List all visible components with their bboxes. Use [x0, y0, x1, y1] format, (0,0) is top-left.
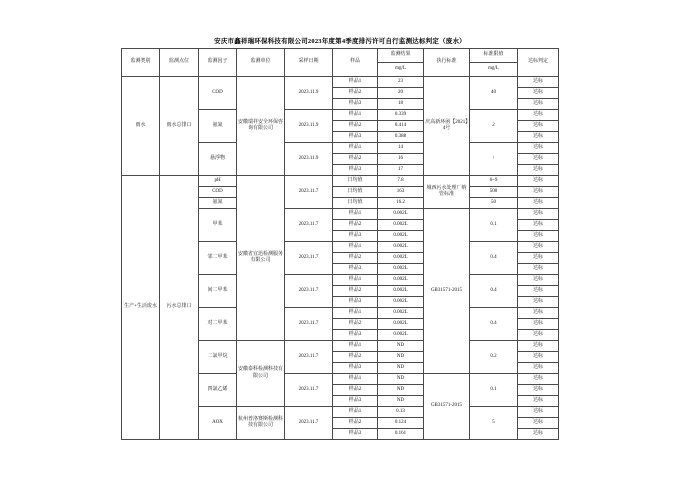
result-cell: 0.002L: [378, 253, 424, 264]
sample-cell: 样品2: [333, 253, 378, 264]
result-cell: 0.002L: [378, 220, 424, 231]
result-cell: 16.2: [378, 198, 424, 209]
judge-cell: 达标: [518, 88, 559, 99]
result-cell: ND: [378, 341, 424, 352]
date-cell: 2023.11.7: [285, 308, 333, 341]
judge-cell: 达标: [518, 275, 559, 286]
judge-cell: 达标: [518, 418, 559, 429]
factor-cell: 间二甲苯: [199, 275, 237, 308]
result-cell: 0.124: [378, 418, 424, 429]
result-cell: 0.002L: [378, 209, 424, 220]
point-cell: 雨水总排口: [160, 77, 199, 176]
standard-cell: 庆高新环函【2021】4号: [424, 77, 470, 176]
limit-cell: 0.4: [470, 242, 518, 275]
limit-cell: 40: [470, 77, 518, 110]
date-cell: 2023.11.7: [285, 242, 333, 275]
sample-cell: 样品1: [333, 110, 378, 121]
result-cell: 14: [378, 143, 424, 154]
header-unit: 监测单位: [237, 49, 285, 77]
judge-cell: 达标: [518, 165, 559, 176]
result-cell: ND: [378, 374, 424, 385]
limit-cell: 0.1: [470, 209, 518, 242]
date-cell: 2023.11.7: [285, 176, 333, 209]
header-row-1: [122, 49, 559, 63]
judge-cell: 达标: [518, 396, 559, 407]
result-cell: 0.002L: [378, 308, 424, 319]
judge-cell: 达标: [518, 154, 559, 165]
judge-cell: 达标: [518, 352, 559, 363]
result-cell: 0.002L: [378, 242, 424, 253]
judge-cell: 达标: [518, 242, 559, 253]
standard-cell: GB31571-2015: [424, 374, 470, 440]
judge-cell: 达标: [518, 143, 559, 154]
limit-cell: 500: [470, 187, 518, 198]
sample-cell: 样品3: [333, 330, 378, 341]
date-cell: 2023.11.7: [285, 407, 333, 440]
sample-cell: 样品1: [333, 242, 378, 253]
judge-cell: 达标: [518, 429, 559, 440]
factor-cell: AOX: [199, 407, 237, 440]
factor-cell: 悬浮物: [199, 143, 237, 176]
judge-cell: 达标: [518, 77, 559, 88]
judge-cell: 达标: [518, 209, 559, 220]
result-cell: ND: [378, 352, 424, 363]
judge-cell: 达标: [518, 132, 559, 143]
header-result-unit: mg/L: [378, 63, 424, 77]
result-cell: 0.002L: [378, 231, 424, 242]
header-judge: 达标判定: [518, 49, 559, 77]
factor-cell: 对二甲苯: [199, 308, 237, 341]
sample-cell: 样品1: [333, 209, 378, 220]
standard-cell: GB31571-2015: [424, 209, 470, 374]
result-cell: 18: [378, 99, 424, 110]
result-cell: 7.8: [378, 176, 424, 187]
result-cell: 0.414: [378, 121, 424, 132]
header-factor: 监测因子: [199, 49, 237, 77]
judge-cell: 达标: [518, 286, 559, 297]
judge-cell: 达标: [518, 330, 559, 341]
date-cell: 2023.11.7: [285, 275, 333, 308]
sample-cell: 样品1: [333, 407, 378, 418]
date-cell: 2023.11.9: [285, 110, 333, 143]
limit-cell: 0.1: [470, 374, 518, 407]
table-row: [122, 77, 559, 88]
result-cell: ND: [378, 363, 424, 374]
judge-cell: 达标: [518, 187, 559, 198]
judge-cell: 达标: [518, 99, 559, 110]
judge-cell: 达标: [518, 374, 559, 385]
judge-cell: 达标: [518, 121, 559, 132]
result-cell: 23: [378, 77, 424, 88]
sample-cell: 样品2: [333, 352, 378, 363]
sample-cell: 样品2: [333, 154, 378, 165]
date-cell: 2023.11.9: [285, 143, 333, 176]
judge-cell: 达标: [518, 231, 559, 242]
sample-cell: 样品1: [333, 143, 378, 154]
sample-cell: 样品3: [333, 429, 378, 440]
judge-cell: 达标: [518, 363, 559, 374]
result-cell: 0.002L: [378, 330, 424, 341]
sample-cell: 样品1: [333, 77, 378, 88]
sample-cell: 样品1: [333, 374, 378, 385]
sample-cell: 样品2: [333, 88, 378, 99]
factor-cell: pH: [199, 176, 237, 187]
sample-cell: 样品2: [333, 286, 378, 297]
result-cell: 0.339: [378, 110, 424, 121]
result-cell: 0.002L: [378, 275, 424, 286]
result-cell: ND: [378, 385, 424, 396]
judge-cell: 达标: [518, 341, 559, 352]
factor-cell: 二氯甲烷: [199, 341, 237, 374]
header-limit: 标准限值: [470, 49, 518, 63]
header-date: 采样日期: [285, 49, 333, 77]
result-cell: 0.002L: [378, 297, 424, 308]
table-row: [122, 176, 559, 187]
judge-cell: 达标: [518, 319, 559, 330]
sample-cell: 日均值: [333, 176, 378, 187]
result-cell: 17: [378, 165, 424, 176]
sample-cell: 样品3: [333, 231, 378, 242]
date-cell: 2023.11.9: [285, 77, 333, 110]
sample-cell: 样品2: [333, 418, 378, 429]
header-point: 监测点位: [160, 49, 199, 77]
result-cell: 163: [378, 187, 424, 198]
unit-cell: 安徽泰科检测科技有限公司: [237, 341, 285, 407]
sample-cell: 样品1: [333, 308, 378, 319]
result-cell: 20: [378, 88, 424, 99]
limit-cell: 0.2: [470, 341, 518, 374]
point-cell: 污水总排口: [160, 176, 199, 440]
date-cell: 2023.11.7: [285, 209, 333, 242]
limit-cell: 50: [470, 198, 518, 209]
judge-cell: 达标: [518, 385, 559, 396]
sample-cell: 样品3: [333, 132, 378, 143]
unit-cell: 安徽省宜迅检测服务有限公司: [237, 176, 285, 341]
sample-cell: 样品3: [333, 264, 378, 275]
limit-cell: 0.4: [470, 275, 518, 308]
table-body: [122, 77, 559, 440]
result-cell: 0.002L: [378, 319, 424, 330]
result-cell: 16: [378, 154, 424, 165]
judge-cell: 达标: [518, 297, 559, 308]
sample-cell: 样品3: [333, 363, 378, 374]
header-limit-unit: mg/L: [470, 63, 518, 77]
result-cell: 0.002L: [378, 286, 424, 297]
result-cell: ND: [378, 396, 424, 407]
judge-cell: 达标: [518, 220, 559, 231]
factor-cell: 氨氮: [199, 110, 237, 143]
header-standard: 执行标准: [424, 49, 470, 77]
sample-cell: 样品3: [333, 297, 378, 308]
date-cell: 2023.11.7: [285, 341, 333, 374]
unit-cell: 安徽瑞祥安全环保咨询有限公司: [237, 77, 285, 176]
judge-cell: 达标: [518, 308, 559, 319]
factor-cell: COD: [199, 77, 237, 110]
factor-cell: 甲苯: [199, 209, 237, 242]
limit-cell: /: [470, 143, 518, 176]
factor-cell: 四氯乙烯: [199, 374, 237, 407]
result-cell: 0.161: [378, 429, 424, 440]
judge-cell: 达标: [518, 198, 559, 209]
result-cell: 0.002L: [378, 264, 424, 275]
factor-cell: 氨氮: [199, 198, 237, 209]
judge-cell: 达标: [518, 253, 559, 264]
page-title: 安庆市鑫祥瑞环保科技有限公司2023年度第4季度排污许可自行监测达标判定（废水）: [214, 38, 466, 45]
limit-cell: 2: [470, 110, 518, 143]
sample-cell: 样品2: [333, 220, 378, 231]
unit-cell: 杭州普洛赛斯检测科技有限公司: [237, 407, 285, 440]
result-cell: 0.13: [378, 407, 424, 418]
table-header: [122, 49, 559, 77]
sample-cell: 样品3: [333, 396, 378, 407]
sample-cell: 样品1: [333, 341, 378, 352]
sample-cell: 样品2: [333, 121, 378, 132]
sample-cell: 样品3: [333, 165, 378, 176]
judge-cell: 达标: [518, 264, 559, 275]
limit-cell: 0.4: [470, 308, 518, 341]
date-cell: 2023.11.7: [285, 374, 333, 407]
standard-cell: 城西污水处理厂纳管标准: [424, 176, 470, 209]
result-cell: 0.388: [378, 132, 424, 143]
sample-cell: 日均值: [333, 187, 378, 198]
factor-cell: COD: [199, 187, 237, 198]
category-cell: 生产+生活废水: [122, 176, 160, 440]
header-result: 监测结果: [378, 49, 424, 63]
sample-cell: 日均值: [333, 198, 378, 209]
factor-cell: 邻二甲苯: [199, 242, 237, 275]
judge-cell: 达标: [518, 176, 559, 187]
header-category: 监测类别: [122, 49, 160, 77]
sample-cell: 样品2: [333, 319, 378, 330]
sample-cell: 样品2: [333, 385, 378, 396]
judge-cell: 达标: [518, 407, 559, 418]
judge-cell: 达标: [518, 110, 559, 121]
limit-cell: 5: [470, 407, 518, 440]
category-cell: 雨水: [122, 77, 160, 176]
header-sample: 样品: [333, 49, 378, 77]
sample-cell: 样品1: [333, 275, 378, 286]
sample-cell: 样品3: [333, 99, 378, 110]
monitoring-table: [121, 48, 559, 440]
limit-cell: 6~9: [470, 176, 518, 187]
